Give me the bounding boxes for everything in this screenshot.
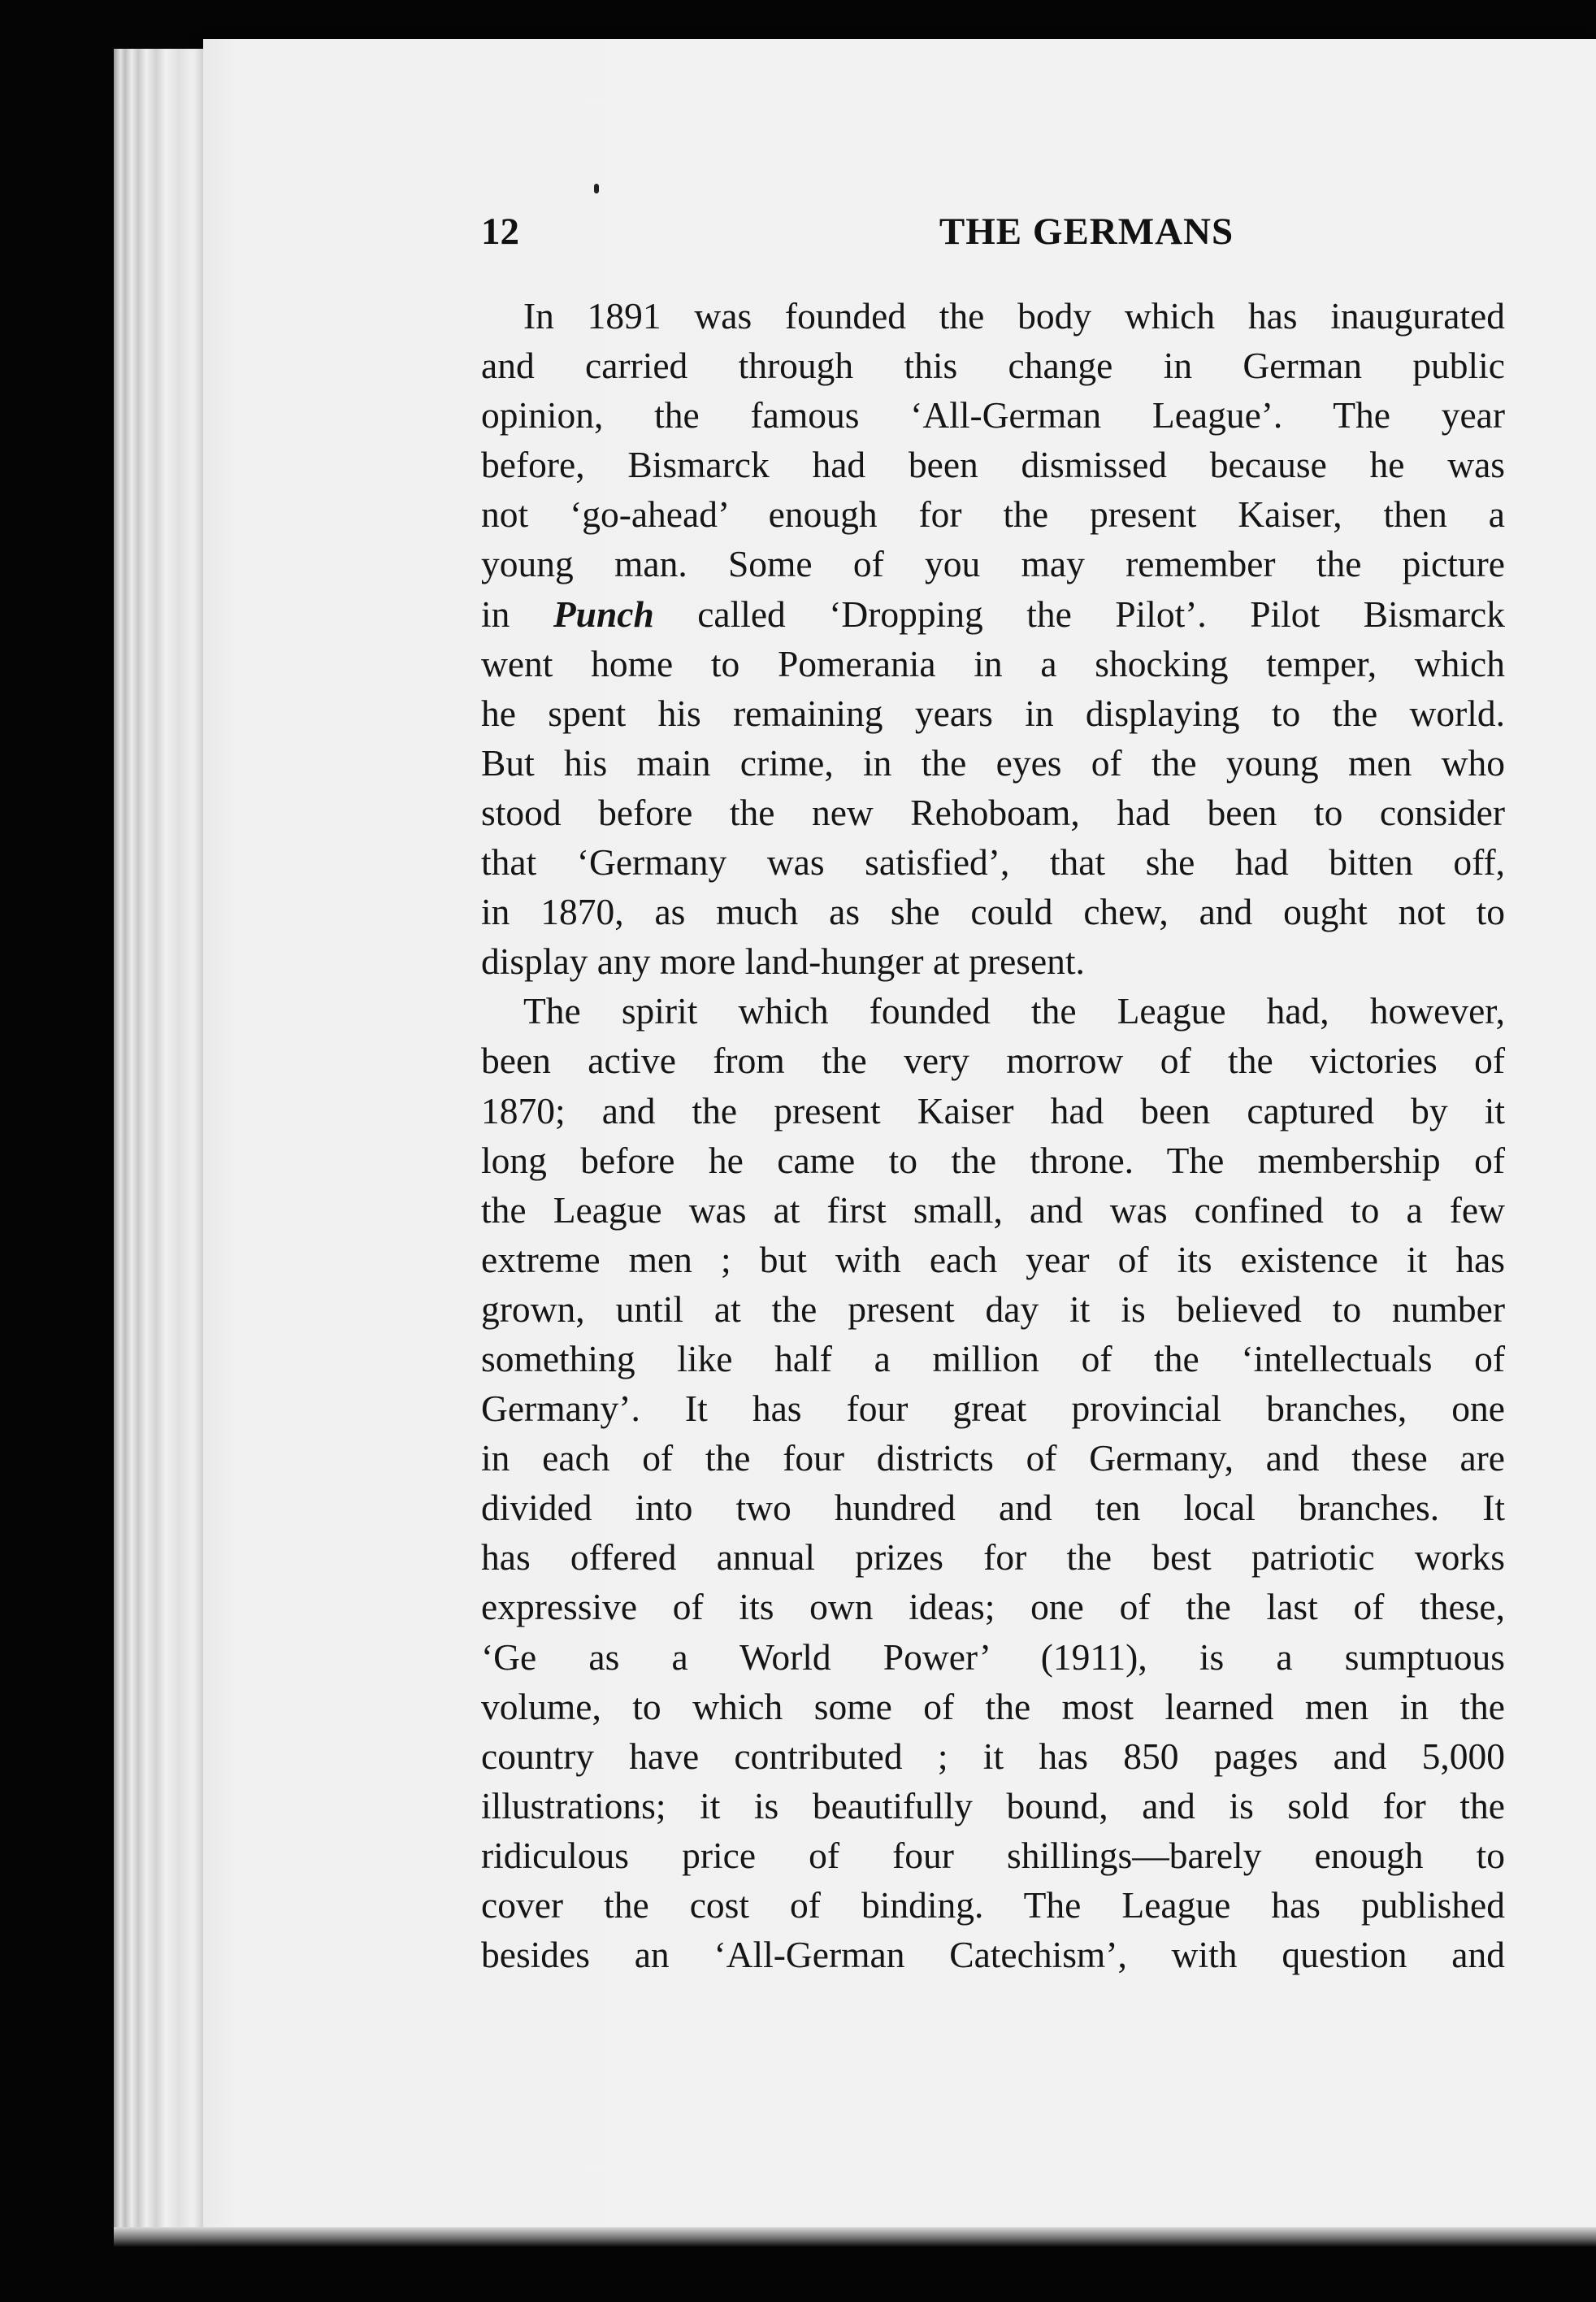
text-line: in 1870, as much as she could chew, and ought not to [481,891,1505,933]
text-line: illustrations; it is beautifully bound, and is sold for the [481,1784,1505,1826]
text-line: divided into two hundred and ten local branches. It [481,1487,1505,1529]
page-number: 12 [481,211,519,253]
running-title: THE GERMANS [939,211,1234,253]
text-line: extreme men ; but with each year of its existence it has [481,1238,1505,1280]
text-line: young man. Some of you may remember the picture [481,543,1505,585]
text-line: ridiculous price of four shillings—barely enough to [481,1834,1505,1876]
text-line: The spirit which founded the League had, however, [523,990,1505,1032]
text-line: before, Bismarck had been dismissed because he was [481,444,1505,486]
text-line: has offered annual prizes for the best patriotic works [481,1536,1505,1579]
text-line: not ‘go-ahead’ enough for the present Kaiser, then a [481,493,1505,536]
text-line: in Punch called ‘Dropping the Pilot’. Pilot Bismarck [481,593,1505,635]
text-line: cover the cost of binding. The League has published [481,1884,1505,1926]
text-line: in each of the four districts of Germany, and these are [481,1437,1505,1479]
text-line: display any more land-hunger at present. [481,940,1085,983]
text-line: something like half a million of the ‘intellectuals of [481,1337,1505,1379]
text-line: country have contributed ; it has 850 pages and 5,000 [481,1735,1505,1777]
text-line: stood before the new Rehoboam, had been to consider [481,791,1505,833]
text-line: and carried through this change in German public [481,345,1505,387]
text-line: expressive of its own ideas; one of the last of these, [481,1586,1505,1628]
print-speck [594,184,599,193]
paragraph-1 [481,291,1505,986]
text-line: grown, until at the present day it is believed to number [481,1288,1505,1330]
page-header [481,210,1505,258]
text-line: volume, to which some of the most learned men in the [481,1685,1505,1727]
text-line: that ‘Germany was satisfied’, that she had bitten off, [481,841,1505,884]
paragraph-2 [481,986,1505,1979]
text-line: In 1891 was founded the body which has inaugurated [523,295,1505,337]
text-line: he spent his remaining years in displaying to the world. [481,692,1505,734]
text-line: Germany’. It has four great provincial branches, one [481,1388,1505,1430]
page-bottom-edge [114,2227,1596,2247]
text-line: been active from the very morrow of the victories of [481,1040,1505,1082]
periodical-title: Punch [553,593,654,635]
body-text [481,291,1505,1979]
text-line: But his main crime, in the eyes of the young men who [481,741,1505,784]
text-line: the League was at first small, and was confined to a few [481,1188,1505,1231]
text-line: besides an ‘All-German Catechism’, with question and [481,1934,1505,1976]
text-line: ‘Ge as a World Power’ (1911), is a sumptuous [481,1635,1505,1678]
text-line: went home to Pomerania in a shocking temper, which [481,642,1505,684]
text-line: 1870; and the present Kaiser had been captured by it [481,1089,1505,1131]
text-line: long before he came to the throne. The membership of [481,1139,1505,1181]
text-line: opinion, the famous ‘All-German League’. The year [481,394,1505,437]
